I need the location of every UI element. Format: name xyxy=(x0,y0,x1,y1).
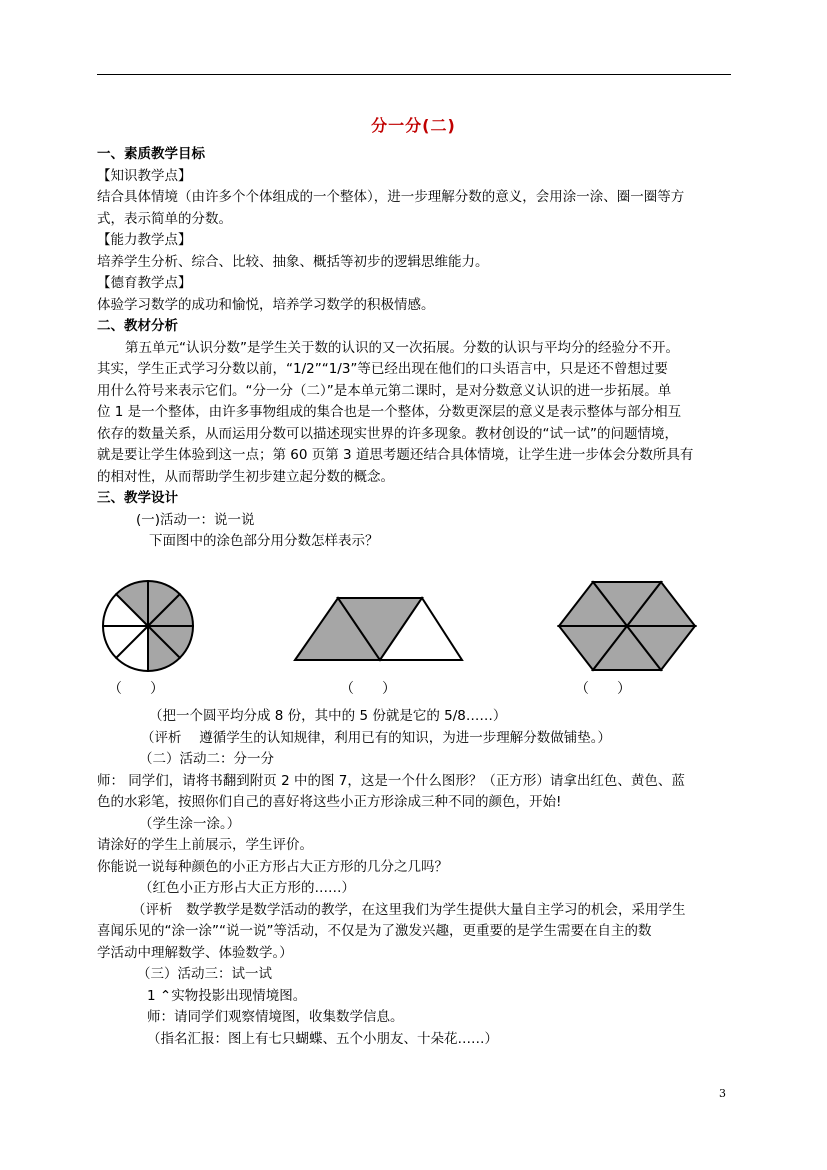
circle-figure xyxy=(96,580,200,674)
show-line: 请涂好的学生上前展示，学生评价。 xyxy=(97,837,313,853)
report-line: （指名汇报：图上有七只蝴蝶、五个小朋友、十朵花……） xyxy=(147,1030,498,1047)
trapezoid-figure xyxy=(290,594,466,664)
analysis-heading: 二、教材分析 xyxy=(97,318,178,334)
knowledge-heading: 【知识教学点】 xyxy=(97,167,192,184)
eval2-line-c: 学活动中理解数学、体验数学。） xyxy=(97,944,293,961)
teacher-line-1a: 师： 同学们，请将书翻到附页 2 中的图 7，这是一个什么图形？（正方形）请拿出红色、黄色、蓝 xyxy=(97,772,685,789)
analysis-line: 用什么符号来表示它们。“分一分（二）”是本单元第二课时，是对分数意义认识的进一步拓展。单 xyxy=(97,382,672,399)
activity3-heading: （三）活动三：试一试 xyxy=(137,966,272,982)
answer-blank-trapezoid: （ ） xyxy=(340,681,396,697)
ask-line: 你能说一说每种颜色的小正方形占大正方形的几分之几吗？ xyxy=(97,858,448,875)
moral-heading: 【德育教学点】 xyxy=(97,275,192,291)
students-color: （学生涂一涂。） xyxy=(139,815,241,832)
teacher-line-2: 师：请同学们观察情境图，收集数学信息。 xyxy=(147,1009,404,1025)
item1-line: 1 ⌃实物投影出现情境图。 xyxy=(147,987,307,1004)
eval2-line-a: （评析 数学教学是数学活动的教学，在这里我们为学生提供大量自主学习的机会，采用学生 xyxy=(132,901,686,918)
analysis-line: 第五单元“认识分数”是学生关于数的认识的又一次拓展。分数的认识与平均分的经验分不开。 xyxy=(125,339,679,356)
analysis-line: 其实，学生正式学习分数以前，“1/2”“1/3”等已经出现在他们的口头语言中，只是还不曾想过要 xyxy=(97,361,668,377)
design-heading: 三、教学设计 xyxy=(97,490,178,506)
analysis-line: 位 1 是一个整体，由许多事物组成的集合也是一个整体，分数更深层的意义是表示整体与部分相互 xyxy=(97,404,682,420)
answer-blank-hexagon: （ ） xyxy=(575,681,631,697)
document-body xyxy=(97,144,737,553)
teacher-line-1b: 色的水彩笔，按照你们自己的喜好将这些小正方形涂成三种不同的颜色，开始! xyxy=(97,794,562,810)
ability-heading: 【能力教学点】 xyxy=(97,232,192,248)
header-rule xyxy=(97,74,731,75)
red-line: （红色小正方形占大正方形的……） xyxy=(139,880,355,896)
note-eval1: （评析 遵循学生的认知规律，利用已有的知识，为进一步理解分数做铺垫。） xyxy=(141,729,612,746)
activity1-question: 下面图中的涂色部分用分数怎样表示？ xyxy=(149,533,379,549)
ability-text: 培养学生分析、综合、比较、抽象、概括等初步的逻辑思维能力。 xyxy=(97,253,489,270)
hexagon-figure xyxy=(555,580,699,672)
goal-heading: 一、素质教学目标 xyxy=(97,146,205,162)
page-number: 3 xyxy=(719,1087,726,1100)
note-circle: （把一个圆平均分成 8 份，其中的 5 份就是它的 5/8……） xyxy=(149,708,507,724)
activity1-heading: (一)活动一：说一说 xyxy=(136,511,255,528)
answer-blank-circle: （ ） xyxy=(108,681,164,697)
analysis-line: 依存的数量关系，从而运用分数可以描述现实世界的许多现象。教材创设的“试一试”的问题情境， xyxy=(97,425,678,442)
analysis-line: 就是要让学生体验到这一点；第 60 页第 3 道思考题还结合具体情境，让学生进一步体会分数所具有 xyxy=(97,447,694,463)
page-title: 分一分(二) xyxy=(371,116,456,135)
activity2-heading: （二）活动二：分一分 xyxy=(139,751,274,767)
analysis-line: 的相对性，从而帮助学生初步建立起分数的概念。 xyxy=(97,468,394,485)
moral-text: 体验学习数学的成功和愉悦，培养学习数学的积极情感。 xyxy=(97,296,435,313)
eval2-line-b: 喜闻乐见的“涂一涂”“说一说”等活动，不仅是为了激发兴趣，更重要的是学生需要在自主的数 xyxy=(97,923,652,939)
knowledge-text-2: 式，表示简单的分数。 xyxy=(97,210,232,227)
document-body-lower xyxy=(97,706,737,1050)
knowledge-text-1: 结合具体情境（由许多个个体组成的一个整体），进一步理解分数的意义，会用涂一涂、圈一圈等方 xyxy=(97,189,685,205)
